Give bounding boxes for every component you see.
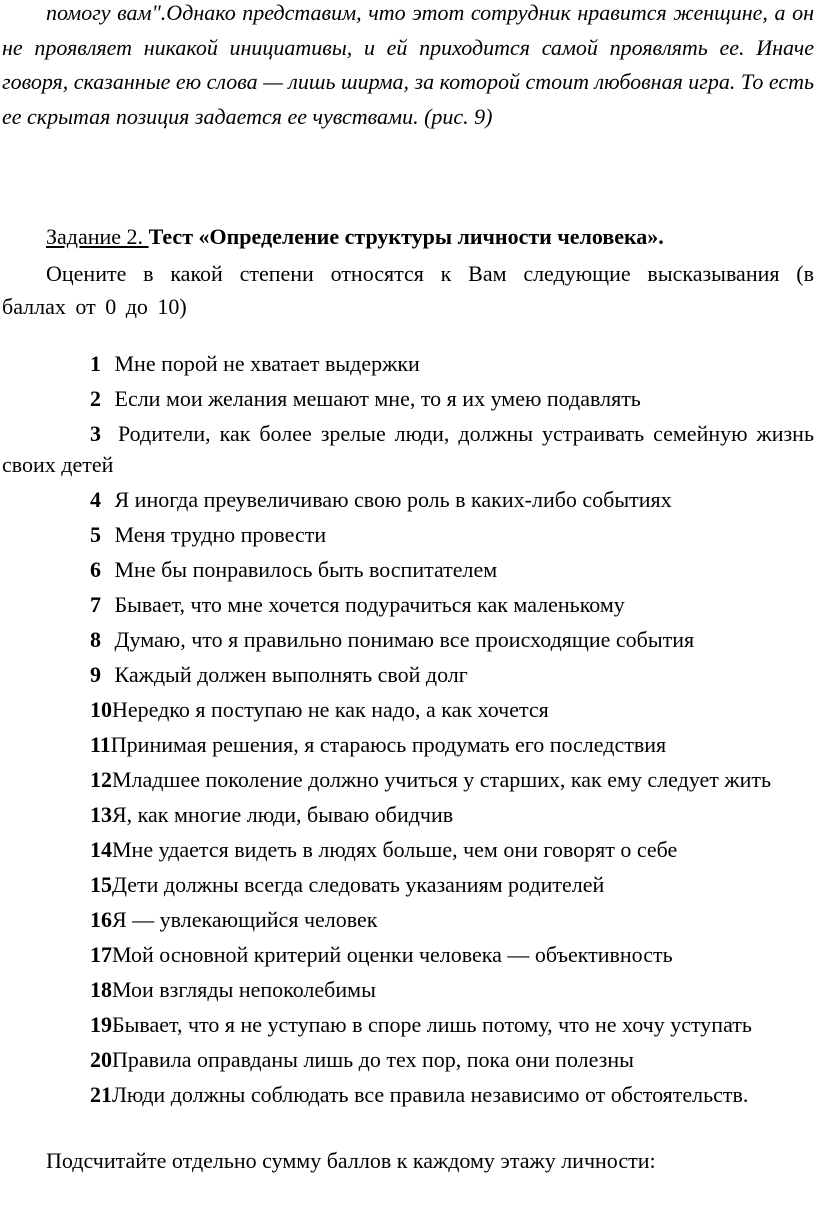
statement-text: Мой основной критерий оценки человека — объективность — [112, 942, 673, 967]
statement-item-13 — [2, 799, 814, 830]
statement-item-2 — [2, 383, 814, 414]
statement-text: Родители, как более зрелые люди, должны устраивать семейную жизнь своих детей — [2, 421, 814, 477]
statement-text: Нередко я поступаю не как надо, а как хочется — [112, 697, 549, 722]
instruction-paragraph: Оцените в какой степени относятся к Вам следующие высказывания (в баллах от 0 до 10) — [2, 261, 814, 319]
statement-text: Каждый должен выполнять свой долг — [114, 662, 468, 687]
statement-list — [2, 348, 814, 1114]
statement-item-1 — [2, 348, 814, 379]
statement-number: 6 — [90, 557, 101, 582]
statement-item-5 — [2, 519, 814, 550]
statement-item-18 — [2, 974, 814, 1005]
statement-text: Дети должны всегда следовать указаниям родителей — [112, 872, 605, 897]
statement-item-14 — [2, 834, 814, 865]
statement-text: Люди должны соблюдать все правила независимо от обстоятельств. — [112, 1082, 749, 1107]
statement-number: 17 — [90, 942, 112, 967]
statement-item-20 — [2, 1044, 814, 1075]
statement-text: Я, как многие люди, бываю обидчив — [112, 802, 454, 827]
statement-number: 16 — [90, 907, 112, 932]
statement-text: Думаю, что я правильно понимаю все происходящие события — [114, 627, 695, 652]
statement-number: 12 — [90, 767, 112, 792]
statement-number: 11 — [90, 732, 111, 757]
statement-number: 1 — [90, 351, 101, 376]
statement-text: Мне порой не хватает выдержки — [114, 351, 420, 376]
statement-item-8 — [2, 624, 814, 655]
statement-text: Мне бы понравилось быть воспитателем — [114, 557, 498, 582]
statement-text: Правила оправданы лишь до тех пор, пока они полезны — [112, 1047, 634, 1072]
statement-number: 4 — [90, 487, 101, 512]
statement-number: 8 — [90, 627, 101, 652]
statement-item-9 — [2, 659, 814, 690]
statement-text: Принимая решения, я стараюсь продумать его последствия — [110, 732, 667, 757]
statement-item-15 — [2, 869, 814, 900]
statement-item-3 — [2, 418, 814, 480]
statement-number: 7 — [90, 592, 101, 617]
statement-number: 10 — [90, 697, 112, 722]
statement-item-12 — [2, 764, 814, 795]
statement-number: 14 — [90, 837, 112, 862]
statement-number: 2 — [90, 386, 101, 411]
footer-paragraph: Подсчитайте отдельно сумму баллов к каждому этажу личности: — [46, 1148, 656, 1173]
statement-item-7 — [2, 589, 814, 620]
statement-item-10 — [2, 694, 814, 725]
statement-item-16 — [2, 904, 814, 935]
statement-text: Младшее поколение должно учиться у старших, как ему следует жить — [112, 767, 772, 792]
statement-number: 5 — [90, 522, 101, 547]
statement-text: Я иногда преувеличиваю свою роль в каких-либо событиях — [114, 487, 672, 512]
statement-item-21 — [2, 1079, 814, 1110]
statement-number: 3 — [90, 421, 101, 446]
statement-item-17 — [2, 939, 814, 970]
statement-number: 13 — [90, 802, 112, 827]
statement-number: 9 — [90, 662, 101, 687]
statement-number: 15 — [90, 872, 112, 897]
statement-item-6 — [2, 554, 814, 585]
statement-number: 21 — [90, 1082, 112, 1107]
statement-text: Бывает, что мне хочется подурачиться как маленькому — [114, 592, 625, 617]
statement-text: Если мои желания мешают мне, то я их умею подавлять — [114, 386, 641, 411]
task-heading — [46, 222, 664, 252]
statement-number: 19 — [90, 1012, 112, 1037]
statement-text: Я — увлекающийся человек — [112, 907, 378, 932]
statement-item-19 — [2, 1009, 814, 1040]
statement-item-4 — [2, 484, 814, 515]
statement-text: Мои взгляды непоколебимы — [112, 977, 376, 1002]
statement-item-11 — [2, 729, 814, 760]
statement-number: 18 — [90, 977, 112, 1002]
statement-text: Бывает, что я не уступаю в споре лишь потому, что не хочу уступать — [112, 1012, 752, 1037]
statement-text: Меня трудно провести — [114, 522, 327, 547]
intro-paragraph: помогу вам".Однако представим, что этот сотрудник нравится женщине, а он не проявляет никакой инициативы, и ей приходится самой проявлять ее. Иначе говоря, сказанные ею слова — лишь ширма, за которой стоит любовная игра. То есть ее скрытая позиция задается ее чувствами. (рис. 9) — [2, 0, 814, 129]
task-title: Тест «Определение структуры личности человека». — [148, 224, 664, 249]
task-label: Задание 2. — [46, 224, 149, 249]
statement-number: 20 — [90, 1047, 112, 1072]
statement-text: Мне удается видеть в людях больше, чем они говорят о себе — [112, 837, 678, 862]
